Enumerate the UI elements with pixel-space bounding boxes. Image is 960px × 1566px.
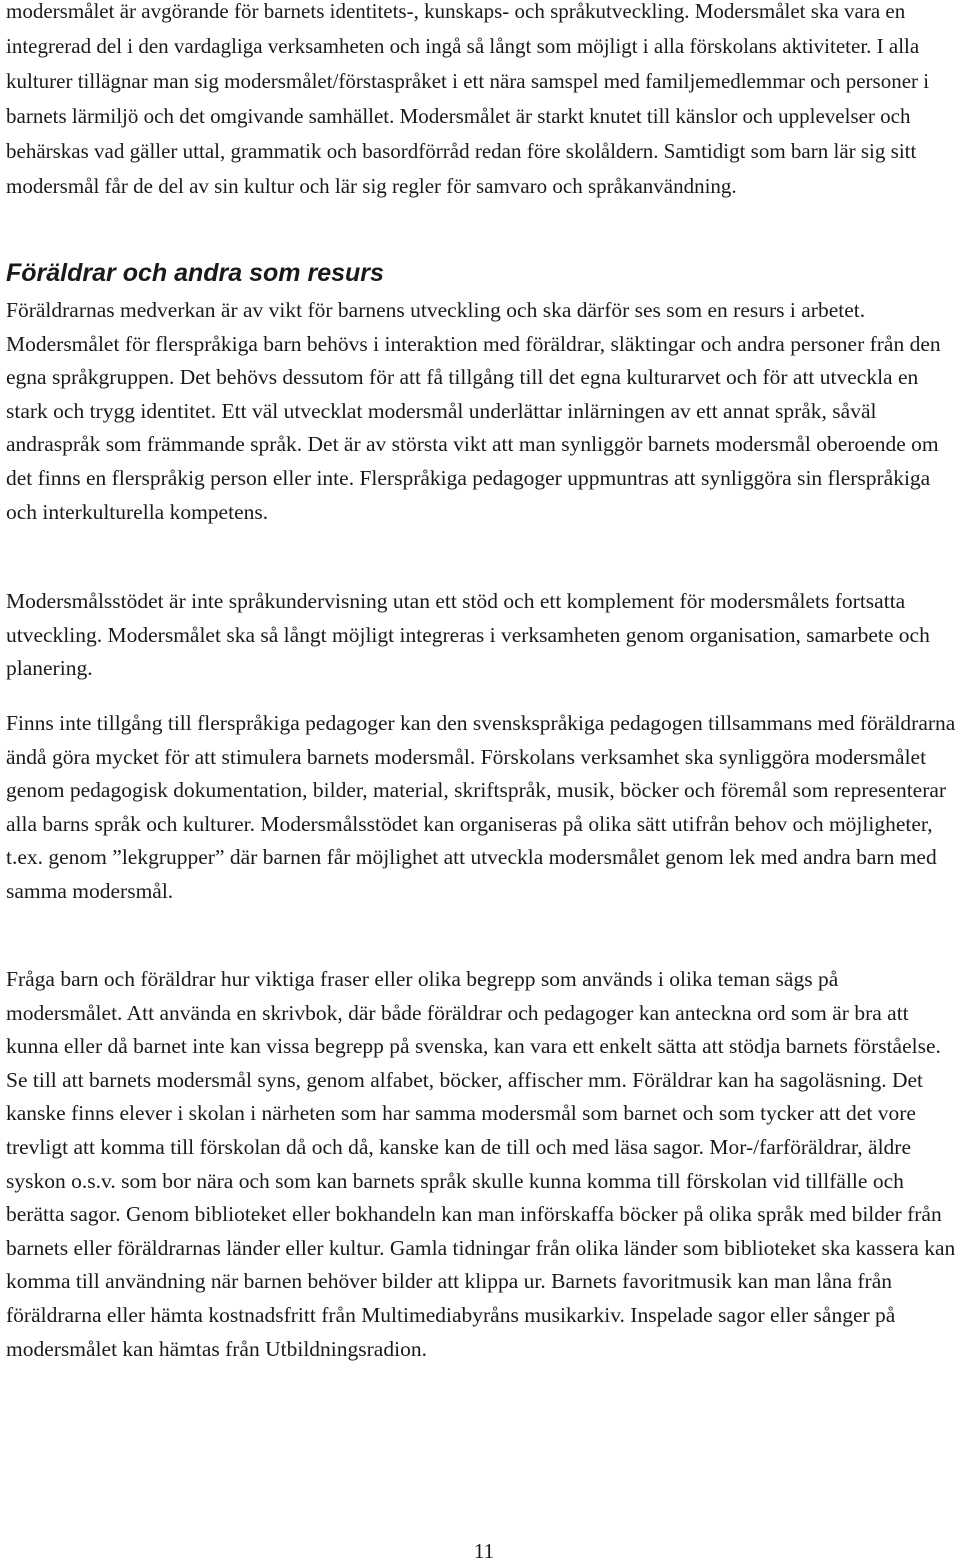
body-paragraph-1: Föräldrarnas medverkan är av vikt för barnens utveckling och ska därför ses som en resurs i arbetet. Modersmålet för flerspråkiga barn behövs i interaktion med föräldrar, släktingar och andra personer från den egna språkgruppen. Det behövs dessutom för att få tillgång till det egna kulturarvet och för att utveckla en stark och trygg identitet. Ett väl utvecklat modersmål underlättar inlärningen av ett annat språk, såväl andraspråk som främmande språk. Det är av största vikt att man synliggör barnets modersmål oberoende om det finns en flerspråkig person eller inte. Flerspråkiga pedagoger uppmuntras att synliggöra sin flerspråkiga och interkulturella kompetens.	[6, 298, 941, 524]
intro-paragraph: modersmålet är avgörande för barnets identitets-, kunskaps- och språkutveckling. Modersmålet ska vara en integrerad del i den vardagliga verksamheten och ingå så långt som möjligt i alla förskolans aktiviteter. I alla kulturer tillägnar man sig modersmålet/förstaspråket i ett nära samspel med familjemedlemmar och personer i barnets lärmiljö och det omgivande samhället. Modersmålet är starkt knutet till känslor och upplevelser och behärskas vad gäller uttal, grammatik och basordförråd redan före skolåldern. Samtidigt som barn lär sig sitt modersmål får de del av sin kultur och lär sig regler för samvaro och språkanvändning.	[6, 0, 930, 198]
body-paragraph-4: Fråga barn och föräldrar hur viktiga fraser eller olika begrepp som används i olika teman sägs på modersmålet. Att använda en skrivbok, där både föräldrar och pedagoger kan anteckna ord som är bra att kunna eller då barnet inte kan vissa begrepp på svenska, kan vara ett enkelt sätta att stödja barnets förståelse. Se till att barnets modersmål syns, genom alfabet, böcker, affischer mm. Föräldrar kan ha sagoläsning. Det kanske finns elever i skolan i närheten som har samma modersmål som barnet och som tycker att det vore trevligt att komma till förskolan då och då, kanske kan de till och med läsa sagor. Mor-/farföräldrar, äldre syskon o.s.v. som bor nära och som kan barnets språk skulle kunna komma till förskolan vid tillfälle och berätta sagor. Genom biblioteket eller bokhandeln kan man införskaffa böcker på olika språk med bilder från barnets eller föräldrarnas länder eller kultur. Gamla tidningar från olika länder som biblioteket ska kassera kan komma till användning när barnen behöver bilder att klippa ur. Barnets favoritmusik kan man låna från föräldrarna eller hämta kostnadsfritt från Multimediabyråns musikarkiv. Inspelade sagor eller sånger på modersmålet kan hämtas från Utbildningsradion.	[6, 967, 956, 1361]
body-paragraph-3: Finns inte tillgång till flerspråkiga pedagoger kan den svenskspråkiga pedagogen tillsammans med föräldrarna ändå göra mycket för att stimulera barnets modersmål. Förskolans verksamhet ska synliggöra modersmålet genom pedagogisk dokumentation, bilder, material, skriftspråk, musik, böcker och föremål som representerar alla barns språk och kulturer. Modersmålsstödet kan organiseras på olika sätt utifrån behov och möjligheter, t.ex. genom ”lekgrupper” där barnen får möjlighet att utveckla modersmålet genom lek med andra barn med samma modersmål.	[6, 711, 956, 903]
section-heading: Föräldrar och andra som resurs	[6, 259, 384, 287]
body-paragraph-2: Modersmålsstödet är inte språkundervisning utan ett stöd och ett komplement för modersmålets fortsatta utveckling. Modersmålet ska så långt möjligt integreras i verksamheten genom organisation, samarbete och planering.	[6, 589, 930, 681]
page-number: 11	[473, 1539, 495, 1563]
